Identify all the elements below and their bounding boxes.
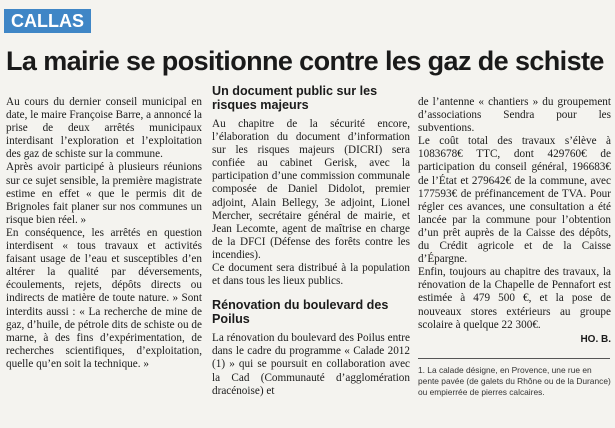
paragraph: Le coût total des travaux s’élève à 1083678€ TTC, dont 429760€ de participation du conseil général, 196683€ de l’État et 279642€ de la commune, avec 177593€ de préfinancement de TVA. Pour régler ces avances, une consultation a été lancée par la commune pour l’obtention d’un prêt auprès de la Caisse des dépôts, du Crédit agricole et de la Caisse d’Épargne. <box>418 135 611 266</box>
footnote-divider <box>418 358 610 359</box>
article-column-3 <box>418 96 611 398</box>
paragraph: La rénovation du boulevard des Poilus entre dans le cadre du programme « Calade 2012 (1) » qui se poursuit en collaboration avec la Cad (Communauté d’agglomération dracénoise) et <box>212 332 410 397</box>
paragraph: Ce document sera distribué à la population et dans tous les lieux publics. <box>212 262 410 288</box>
paragraph: Au cours du dernier conseil municipal en date, le maire Françoise Barre, a annoncé la prise de deux arrêtés municipaux interdisant l’exploration et l’exploitation des gaz de schiste sur la commune. <box>6 96 202 161</box>
article-column-1 <box>6 96 202 371</box>
article-column-2 <box>212 84 410 398</box>
subheading-renovation: Rénovation du boulevard des Poilus <box>212 298 389 327</box>
paragraph: Après avoir participé à plusieurs réunions sur ce sujet sensible, la première magistrate estime en effet « que le permis dit de Brignoles fait planer sur nos communes un risque bien réel. » <box>6 161 202 226</box>
paragraph: Enfin, toujours au chapitre des travaux, la rénovation de la Chapelle de Pennafort est estimée à 479 500 €, et la pose de nouveaux stores extérieurs au groupe scolaire à quelque 22 300€. <box>418 266 611 331</box>
paragraph: de l’antenne « chantiers » du groupement d’associations Sendra pour les subventions. <box>418 96 611 135</box>
author-signature: HO. B. <box>580 333 611 345</box>
headline: La mairie se positionne contre les gaz de schiste <box>6 46 604 76</box>
paragraph: En conséquence, les arrêtés en question interdisent « tous travaux et activités faisant usage de l’eau et susceptibles d’en altérer la qualité par déversements, écoulements, rejets, dépôts directs ou indirects de matière de toute nature. » Sont interdits aussi : « La recherche de mine de gaz, d’huile, de pétrole dits de schiste ou de marne, à des fins d’expérimentation, de recherches scientifiques, d’exploitation, quelle qu’en soit la technique. » <box>6 226 202 370</box>
footnote: 1. La calade désigne, en Provence, une rue en pente pavée (de galets du Rhône ou de la Durance) ou empierrée de pierres calcaires. <box>418 364 611 397</box>
subheading-public-document: Un document public sur les risques majeurs <box>212 84 378 112</box>
section-tag: CALLAS <box>4 9 91 33</box>
paragraph: Au chapitre de la sécurité encore, l’élaboration du document d’information sur les risques majeurs (DICRI) sera confiée au cabinet Gerisk, avec la participation d’une commission communale composée de Daniel Didolot, premier adjoint, Alain Bellegy, 3e adjoint, Lionel Mercher, secrétaire général de mairie, et Jean Lecomte, agent de maîtrise en charge de la DFCI (Défense des forêts contre les incendies). <box>212 118 410 261</box>
